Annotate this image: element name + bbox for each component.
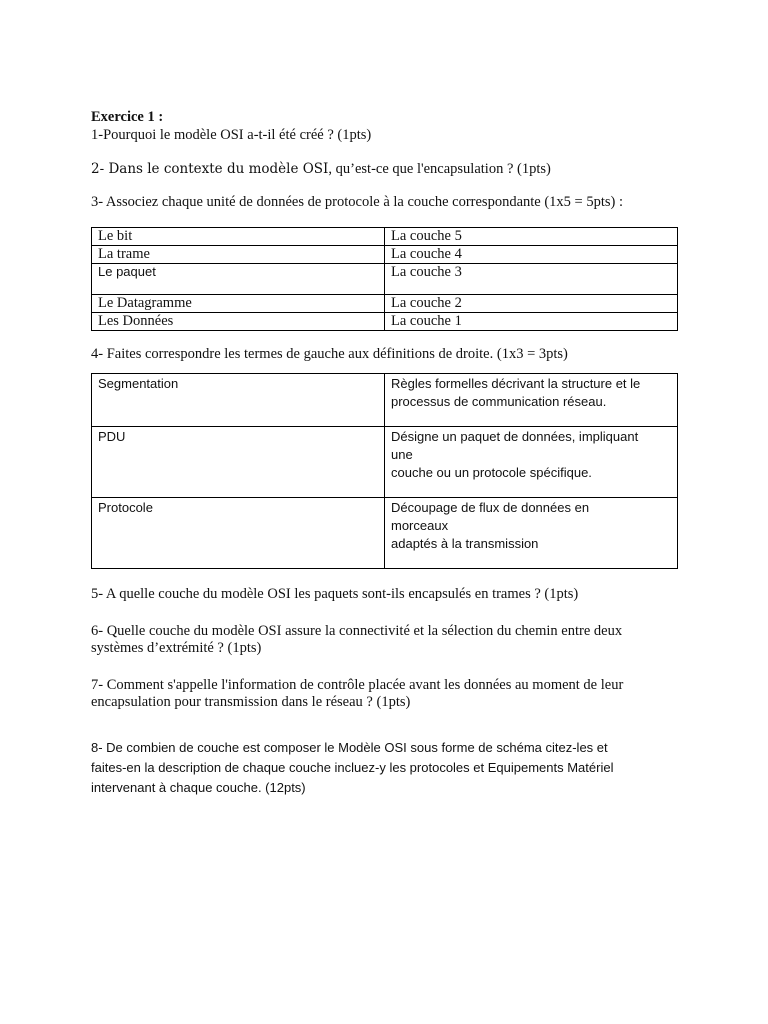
table-row — [92, 374, 678, 427]
definition-line: adaptés à la transmission — [391, 536, 539, 551]
table-cell-layer: La couche 5 — [385, 228, 678, 246]
table-row — [92, 313, 678, 331]
table-row — [92, 295, 678, 313]
table-cell-pdu: Les Données — [92, 313, 385, 331]
exercise-title: Exercice 1 : — [91, 109, 164, 125]
question-4: 4- Faites correspondre les termes de gauche aux définitions de droite. (1x3 = 3pts) — [91, 346, 568, 362]
table-cell-definition — [385, 374, 678, 427]
question-8-line: intervenant à chaque couche. (12pts) — [91, 780, 306, 795]
question-1: 1-Pourquoi le modèle OSI a-t-il été créé ? (1pts) — [91, 127, 372, 143]
table-cell-layer: La couche 4 — [385, 246, 678, 264]
definition-line: Règles formelles décrivant la structure et le — [391, 376, 641, 391]
table-cell-definition — [385, 427, 678, 498]
table-cell-layer: La couche 1 — [385, 313, 678, 331]
pdu-layer-table — [91, 227, 678, 331]
table-cell-pdu: Le Datagramme — [92, 295, 385, 313]
question-2 — [91, 161, 551, 178]
table-cell-pdu: Le bit — [92, 228, 385, 246]
question-7-line-1: 7- Comment s'appelle l'information de contrôle placée avant les données au moment de leur — [91, 677, 624, 693]
table-row — [92, 228, 678, 246]
table-cell-pdu: La trame — [92, 246, 385, 264]
table-cell-definition — [385, 498, 678, 569]
question-6-line-2: systèmes d’extrémité ? (1pts) — [91, 640, 262, 656]
table-cell-layer: La couche 2 — [385, 295, 678, 313]
definition-line: processus de communication réseau. — [391, 394, 607, 409]
definition-line: Désigne un paquet de données, impliquant — [391, 429, 639, 444]
table-cell-term: Segmentation — [92, 374, 385, 427]
table-row — [92, 427, 678, 498]
definition-line: morceaux — [391, 518, 449, 533]
question-8-line: 8- De combien de couche est composer le Modèle OSI sous forme de schéma citez-les et — [91, 740, 608, 755]
question-5: 5- A quelle couche du modèle OSI les paquets sont-ils encapsulés en trames ? (1pts) — [91, 586, 579, 602]
question-6-line-1: 6- Quelle couche du modèle OSI assure la connectivité et la sélection du chemin entre deux — [91, 623, 623, 639]
table-row — [92, 264, 678, 295]
table-cell-pdu: Le paquet — [92, 264, 385, 295]
table-cell-layer: La couche 3 — [385, 264, 678, 295]
question-7-line-2: encapsulation pour transmission dans le réseau ? (1pts) — [91, 694, 411, 710]
definition-line: Découpage de flux de données en — [391, 500, 590, 515]
table-cell-term: PDU — [92, 427, 385, 498]
table-row — [92, 246, 678, 264]
question-3: 3- Associez chaque unité de données de protocole à la couche correspondante (1x5 = 5pts) : — [91, 194, 624, 210]
table-row — [92, 498, 678, 569]
question-2-part-1: 2- Dans le contexte du modèle OSI — [91, 161, 329, 177]
definition-line: une — [391, 447, 413, 462]
terms-definitions-table — [91, 373, 678, 569]
question-8-line: faites-en la description de chaque couche incluez-y les protocoles et Equipements Matériel — [91, 760, 614, 775]
table-cell-term: Protocole — [92, 498, 385, 569]
question-8 — [91, 738, 613, 798]
question-2-part-2: , qu’est-ce que l'encapsulation ? (1pts) — [328, 161, 551, 177]
definition-line: couche ou un protocole spécifique. — [391, 465, 592, 480]
